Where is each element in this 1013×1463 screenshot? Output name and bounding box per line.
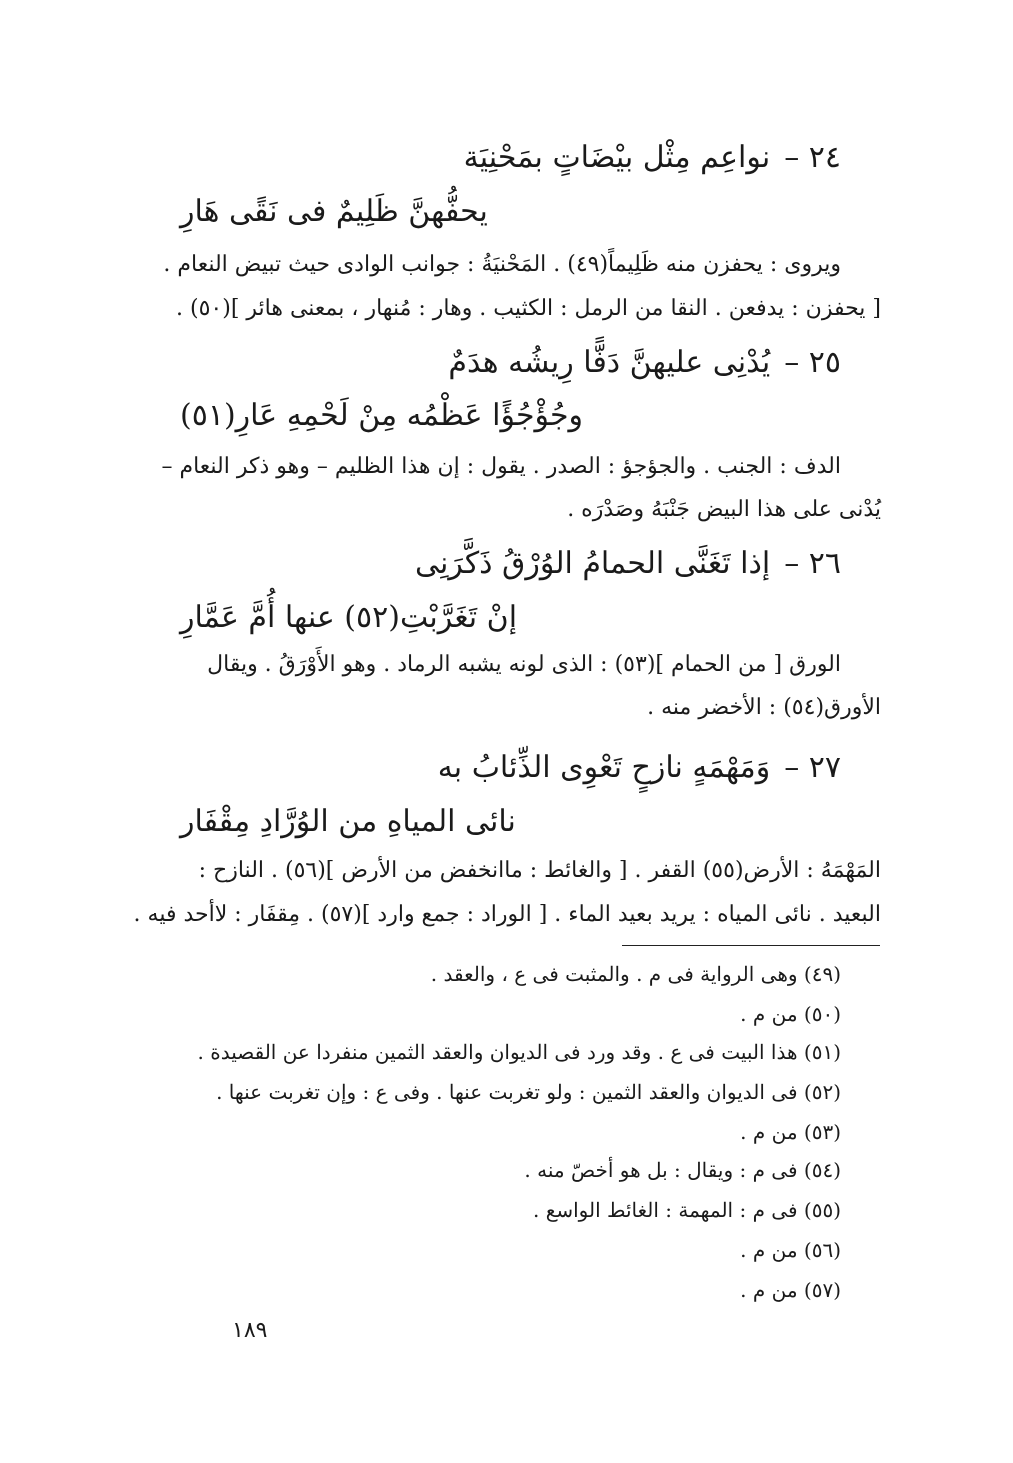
- commentary-line: الأورق(٥٤) : الأخضر منه .: [647, 695, 881, 720]
- footnote: (٥١) هذا البيت فى ع . وقد ورد فى الديوان والعقد الثمين منفردا عن القصيدة .: [197, 1040, 841, 1064]
- commentary-line: المَهْمَهُ : الأرض(٥٥) القفر . [ والغائط : ماانخفض من الأرض ](٥٦) . النازح :: [198, 858, 881, 883]
- hemistich: إذا تَغَنَّى الحمامُ الوُرْقُ ذَكَّرَنِى: [414, 546, 771, 581]
- verse-26-first-hemistich: [415, 546, 841, 581]
- verse-24-first-hemistich: [464, 140, 841, 175]
- verse-26-second-hemistich: إنْ تَغَرَّبْتِ(٥٢) عنها أُمَّ عَمَّارِ: [180, 600, 518, 635]
- verse-25-second-hemistich: وجُؤْجُؤًا عَظْمُه مِنْ لَحْمِهِ عَارِ(٥١): [180, 398, 584, 433]
- verse-27-first-hemistich: [438, 750, 841, 785]
- footnote: (٥٠) من م .: [740, 1002, 841, 1026]
- verse-24-second-hemistich: يحفُّهنَّ ظَلِيمٌ فى نَقًى هَارِ: [180, 194, 488, 229]
- hemistich: يُدْنِى عليهنَّ دَفًّا رِيشُه هدَمٌ: [448, 345, 771, 380]
- footnote-separator: [622, 945, 880, 946]
- footnote: (٥٢) فى الديوان والعقد الثمين : ولو تغربت عنها . وفى ع : وإن تغربت عنها .: [216, 1080, 841, 1104]
- footnote: (٥٦) من م .: [740, 1238, 841, 1262]
- verse-27-second-hemistich: نائى المياهِ من الوُرَّادِ مِقْفَار: [180, 804, 516, 839]
- footnote: (٥٣) من م .: [740, 1120, 841, 1144]
- commentary-line: يُدْنى على هذا البيض جَنْبَهُ وصَدْرَه .: [567, 497, 881, 522]
- verse-25-first-hemistich: [448, 345, 841, 380]
- commentary-line: الدف : الجنب . والجؤجؤ : الصدر . يقول : إن هذا الظليم – وهو ذكر النعام –: [161, 454, 841, 479]
- hemistich: نواعِم مِثْل بيْضَاتٍ بمَحْنِيَة: [463, 140, 771, 175]
- commentary-line: ويروى : يحفزن منه ظَلِيماً(٤٩) . المَحْنيَةُ : جوانب الوادى حيث تبيض النعام .: [163, 252, 841, 277]
- page-number: ١٨٩: [232, 1318, 268, 1343]
- verse-number: ٢٤ –: [784, 140, 841, 175]
- verse-number: ٢٥ –: [784, 345, 841, 380]
- footnote: (٥٤) فى م : ويقال : بل هو أخصّ منه .: [524, 1158, 841, 1182]
- verse-number: ٢٧ –: [784, 750, 841, 785]
- hemistich: وَمَهْمَهٍ نازحٍ تَعْوِى الذِّئابُ به: [437, 750, 771, 785]
- footnote: (٥٥) فى م : المهمة : الغائط الواسع .: [532, 1198, 841, 1222]
- verse-number: ٢٦ –: [784, 546, 841, 581]
- footnote: (٥٧) من م .: [740, 1278, 841, 1302]
- commentary-line: الورق [ من الحمام ](٥٣) : الذى لونه يشبه الرماد . وهو الأَوْرَقُ . ويقال: [207, 652, 841, 677]
- commentary-line: البعيد . نائى المياه : يريد بعيد الماء . [ الوراد : جمع وارد ](٥٧) . مِقفَار : لاأحد فيه .: [133, 902, 881, 927]
- footnote: (٤٩) وهى الرواية فى م . والمثبت فى ع ، والعقد .: [430, 962, 841, 986]
- commentary-line: [ يحفزن : يدفعن . النقا من الرمل : الكثيب . وهار : مُنهار ، بمعنى هائر ](٥٠) .: [176, 296, 881, 321]
